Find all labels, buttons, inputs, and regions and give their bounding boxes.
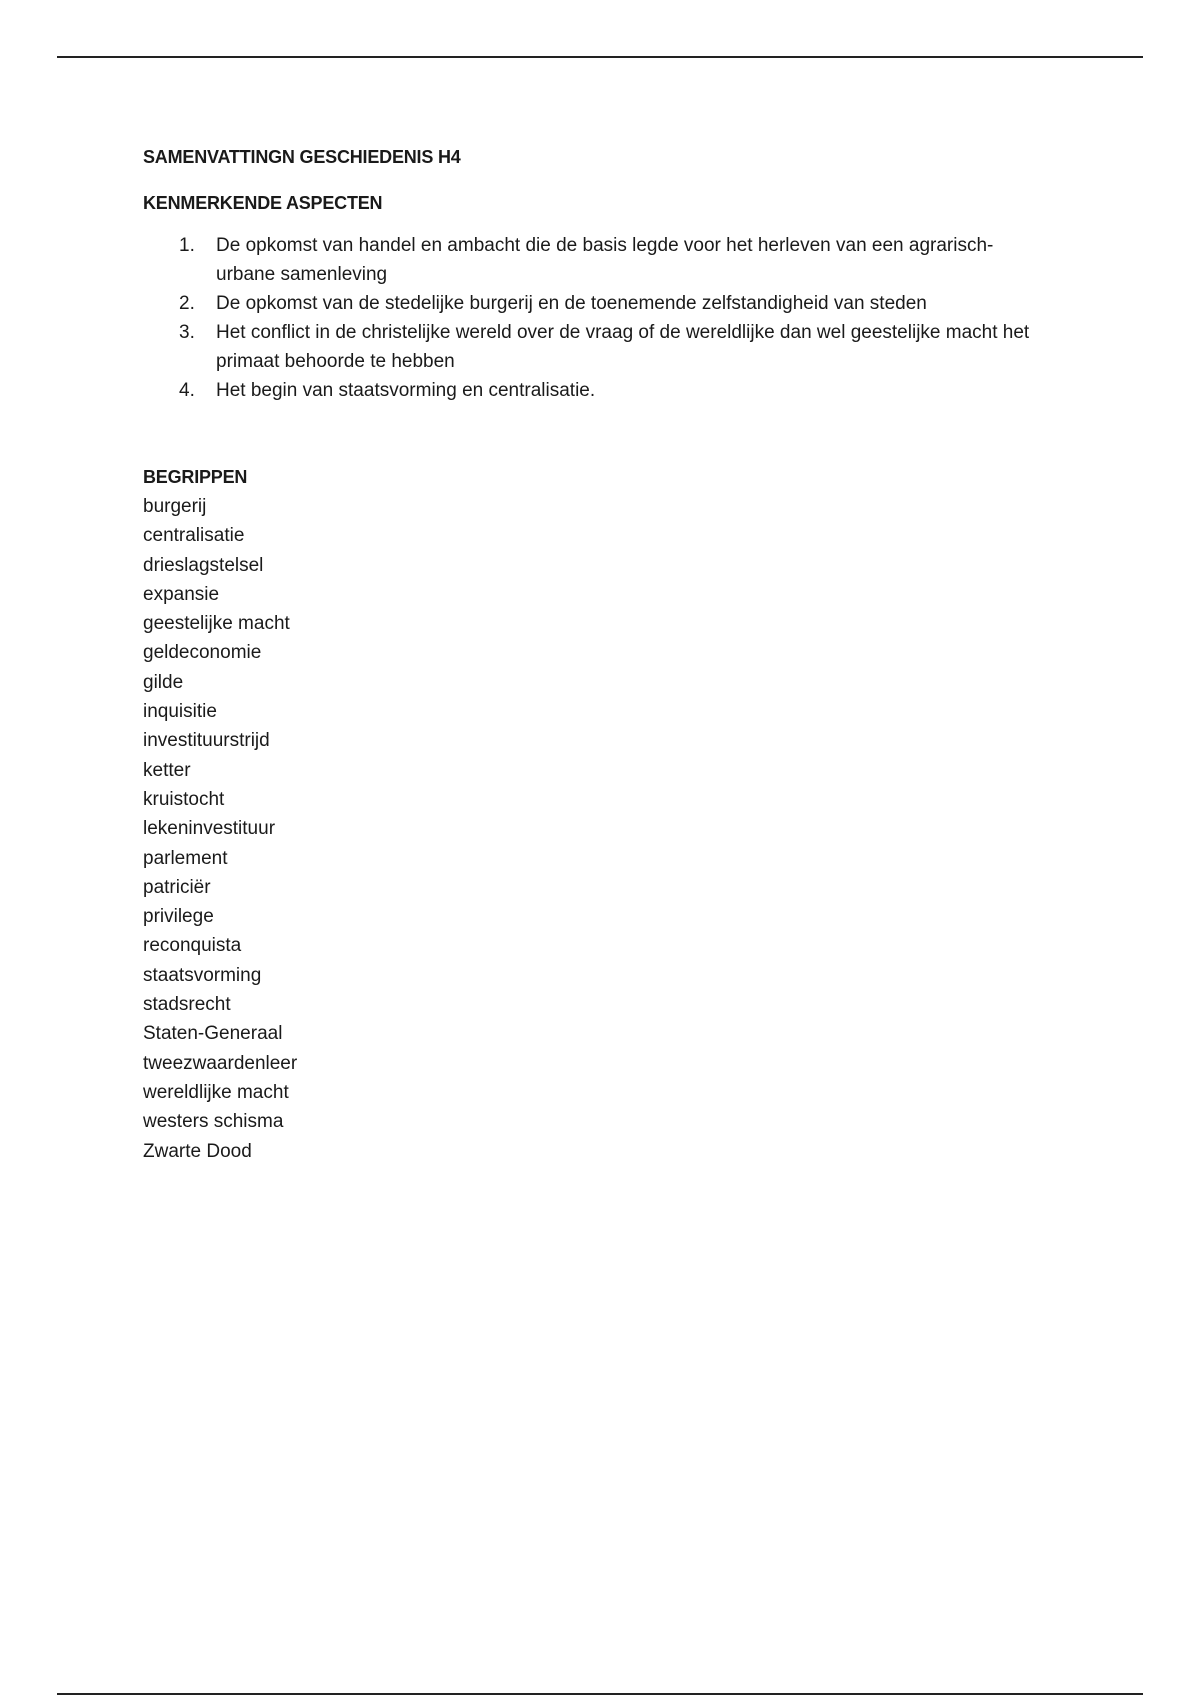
- terms-list: [143, 492, 1043, 1166]
- term-item: reconquista: [143, 935, 242, 957]
- aspects-list: [143, 231, 1043, 405]
- aspect-number: 2.: [179, 293, 195, 314]
- term-item: westers schisma: [143, 1111, 284, 1133]
- term-item: patriciër: [143, 876, 211, 898]
- term-item: ketter: [143, 759, 191, 781]
- aspect-text: De opkomst van de stedelijke burgerij en de toenemende zelfstandigheid van steden: [216, 293, 927, 314]
- term-item: stadsrecht: [143, 994, 231, 1016]
- term-item: Zwarte Dood: [143, 1140, 252, 1162]
- term-item: expansie: [143, 583, 220, 605]
- aspects-heading: KENMERKENDE ASPECTEN: [143, 193, 383, 213]
- term-item: investituurstrijd: [143, 730, 270, 752]
- term-item: geestelijke macht: [143, 613, 290, 635]
- terms-heading: BEGRIPPEN: [143, 467, 248, 487]
- term-item: wereldlijke macht: [143, 1081, 289, 1103]
- aspect-text: Het conflict in de christelijke wereld over de vraag of de wereldlijke dan wel geestelijke macht het primaat behoorde te hebben: [216, 322, 1030, 372]
- term-item: gilde: [143, 671, 184, 693]
- aspect-text: De opkomst van handel en ambacht die de basis legde voor het herleven van een agrarisch-urbane samenleving: [216, 235, 994, 285]
- term-item: lekeninvestituur: [143, 818, 276, 840]
- term-item: privilege: [143, 906, 214, 928]
- term-item: parlement: [143, 847, 228, 869]
- aspect-item: [143, 318, 1036, 376]
- header-rule: [57, 56, 1143, 58]
- footer-rule: [57, 1693, 1143, 1695]
- term-item: geldeconomie: [143, 642, 262, 664]
- aspect-item: [143, 289, 1036, 318]
- document-title: SAMENVATTINGN GESCHIEDENIS H4: [143, 147, 461, 167]
- aspect-text: Het begin van staatsvorming en centralisatie.: [216, 380, 596, 401]
- aspect-item: [143, 376, 1036, 405]
- term-item: Staten-Generaal: [143, 1023, 283, 1045]
- term-item: staatsvorming: [143, 964, 262, 986]
- term-item: drieslagstelsel: [143, 554, 264, 576]
- term-item: tweezwaardenleer: [143, 1052, 298, 1074]
- term-item: centralisatie: [143, 525, 245, 547]
- aspect-number: 3.: [179, 322, 195, 343]
- aspect-item: [143, 231, 1036, 289]
- term-item: inquisitie: [143, 701, 217, 723]
- aspect-number: 1.: [179, 235, 195, 256]
- term-item: kruistocht: [143, 788, 225, 810]
- term-item: burgerij: [143, 496, 207, 517]
- document-body: [143, 143, 1043, 1166]
- aspect-number: 4.: [179, 380, 195, 401]
